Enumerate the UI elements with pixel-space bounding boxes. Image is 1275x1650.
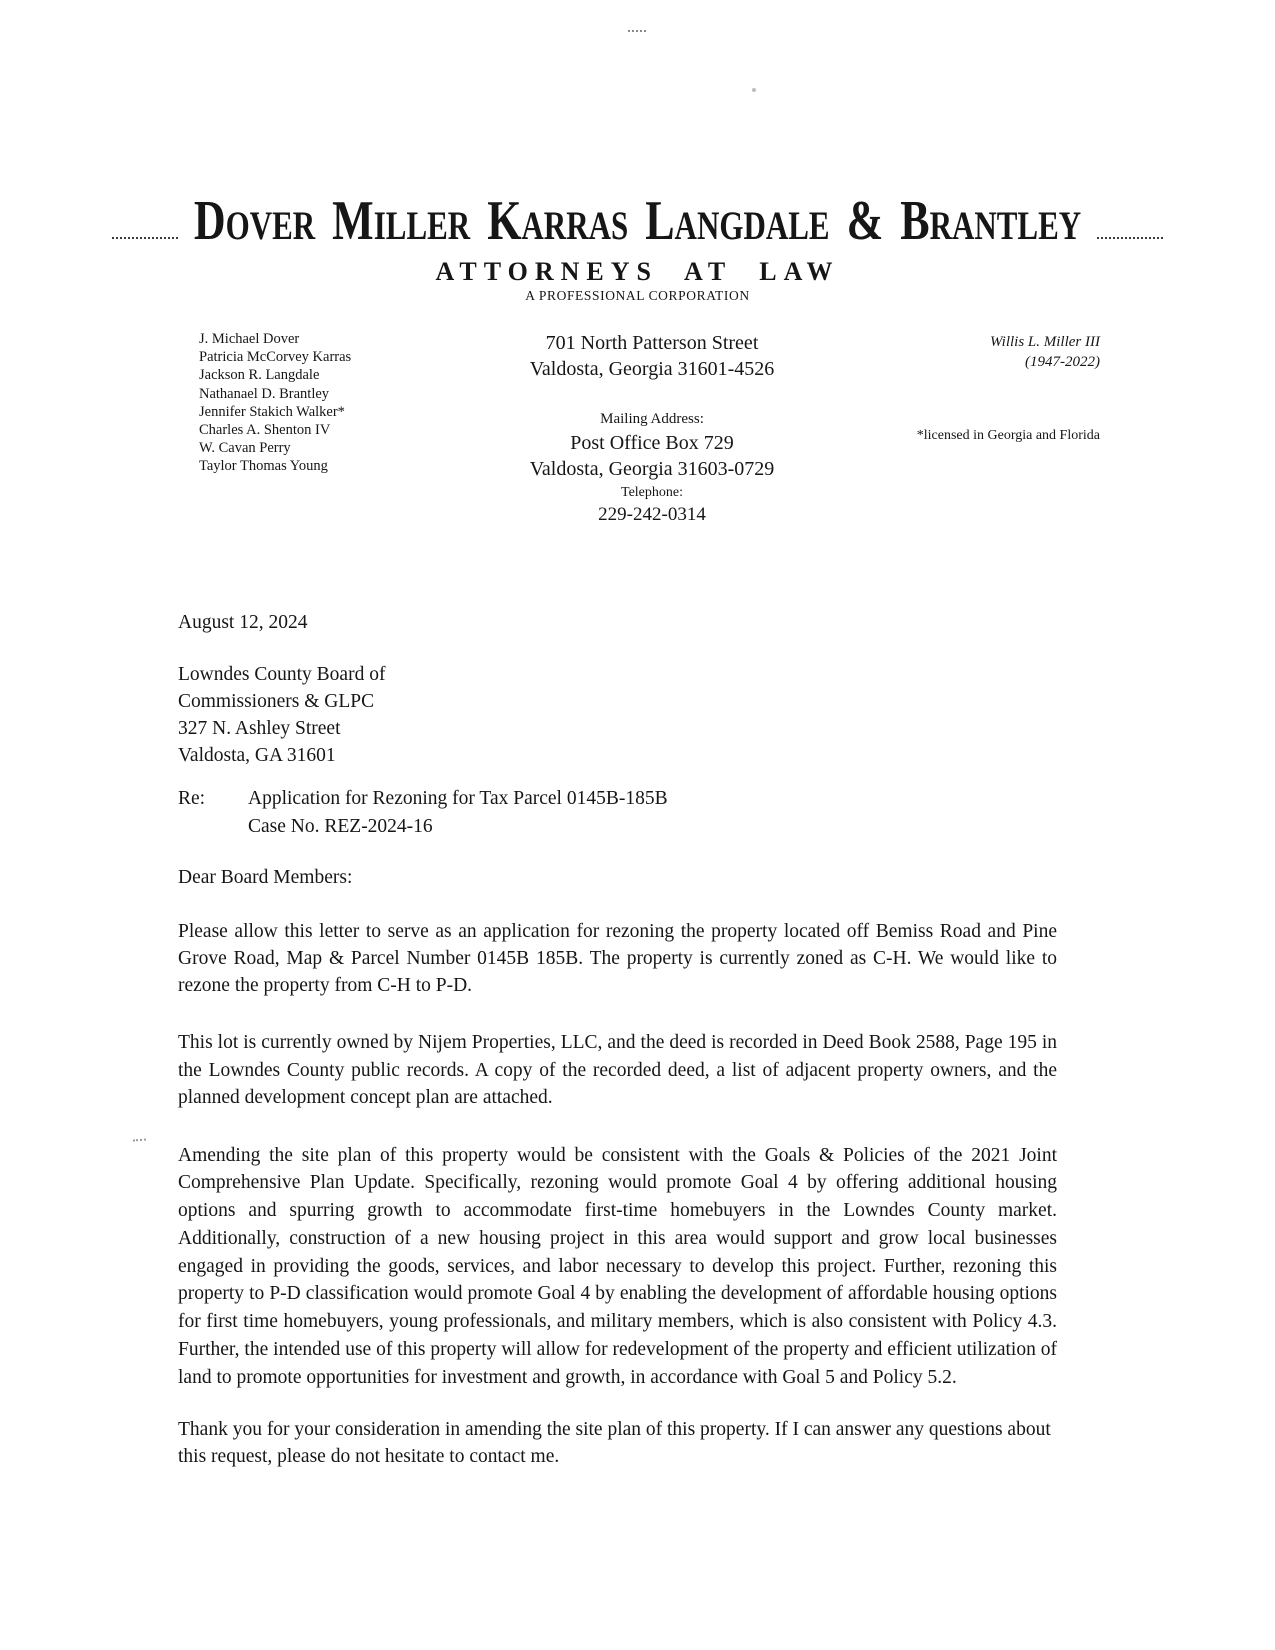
recipient-line: Valdosta, GA 31601 — [178, 745, 336, 766]
body-paragraph: Thank you for your consideration in amending the site plan of this property. If I can answer any questions about this request, please do not hesitate to contact me. — [178, 1418, 1051, 1468]
attorney-name: W. Cavan Perry — [199, 440, 291, 457]
memoriam-name: Willis L. Miller III — [990, 334, 1100, 350]
scan-artifact-margin-mark — [133, 1139, 146, 1142]
scan-artifact-top-dash — [628, 30, 646, 32]
attorney-name: Taylor Thomas Young — [199, 458, 328, 475]
letter-body — [178, 609, 1057, 1471]
attorney-name: Charles A. Shenton IV — [199, 422, 331, 439]
firm-name: Dover Miller Karras Langdale & Brantley — [193, 188, 1082, 252]
body-paragraph: This lot is currently owned by Nijem Properties, LLC, and the deed is recorded in Deed Book 2588, Page 195 in the Lowndes County public records. A copy of the recorded deed, a list of adjacent property owners, and the planned development concept plan are attached. — [178, 1032, 1057, 1108]
mailing-address-line: Valdosta, Georgia 31603-0729 — [529, 458, 775, 480]
memoriam-years: (1947-2022) — [1025, 354, 1100, 370]
letter-date: August 12, 2024 — [178, 612, 308, 633]
recipient-address — [178, 661, 1057, 769]
body-paragraph: Amending the site plan of this property would be consistent with the Goals & Policies of the 2021 Joint Comprehensive Plan Update. Specifically, rezoning would promote Goal 4 by offering additional housing options and spurring growth to accommodate first-time homebuyers in the Lowndes County market. Additionally, construction of a new housing project in this area would support and grow local businesses engaged in providing the goods, services, and labor necessary to develop this project. Further, rezoning this property to P-D classification would promote Goal 4 by enabling the development of affordable housing options for first time homebuyers, young professionals, and military members, which is also consistent with Policy 4.3. Further, the intended use of this property will allow for redevelopment of the property and efficient utilization of land to promote opportunities for investment and growth, in accordance with Goal 5 and Policy 5.2. — [178, 1144, 1057, 1388]
re-lines — [248, 785, 668, 841]
attorney-name: Nathanael D. Brantley — [199, 385, 330, 402]
recipient-line: 327 N. Ashley Street — [178, 718, 341, 739]
attorney-name: Jackson R. Langdale — [199, 367, 320, 384]
scan-artifact-dot — [752, 88, 756, 92]
recipient-line: Lowndes County Board of — [178, 664, 386, 685]
street-address-line: 701 North Patterson Street — [545, 332, 759, 354]
salutation: Dear Board Members: — [178, 867, 353, 888]
re-case-number: Case No. REZ-2024-16 — [248, 816, 433, 837]
recipient-line: Commissioners & GLPC — [178, 691, 375, 712]
memoriam-block — [810, 332, 1100, 372]
letterhead-masthead — [0, 188, 1275, 252]
mailing-address-line: Post Office Box 729 — [570, 432, 734, 454]
re-block — [178, 785, 1057, 841]
mailing-address-label: Mailing Address: — [600, 411, 704, 427]
telephone-number: 229-242-0314 — [598, 504, 706, 525]
attorney-list — [199, 330, 351, 476]
attorney-name: Jennifer Stakich Walker* — [199, 403, 345, 420]
re-subject-line: Application for Rezoning for Tax Parcel 0145B-185B — [248, 788, 668, 809]
firm-tagline: ATTORNEYS AT LAW — [435, 257, 840, 286]
street-address-line: Valdosta, Georgia 31601-4526 — [529, 358, 775, 380]
dotted-rule-right — [1097, 237, 1163, 239]
attorney-name: Patricia McCorvey Karras — [199, 349, 352, 366]
attorney-name: J. Michael Dover — [199, 331, 300, 347]
dotted-rule-left — [112, 237, 178, 239]
re-label: Re: — [178, 788, 206, 809]
body-paragraph: Please allow this letter to serve as an application for rezoning the property located off Bemiss Road and Pine Grove Road, Map & Parcel Number 0145B 185B. The property is currently zoned as C-H. We would like to rezone the property from C-H to P-D. — [178, 921, 1057, 996]
firm-subtagline: A PROFESSIONAL CORPORATION — [525, 288, 750, 303]
telephone-label: Telephone: — [621, 485, 683, 500]
license-note: *licensed in Georgia and Florida — [916, 428, 1100, 443]
